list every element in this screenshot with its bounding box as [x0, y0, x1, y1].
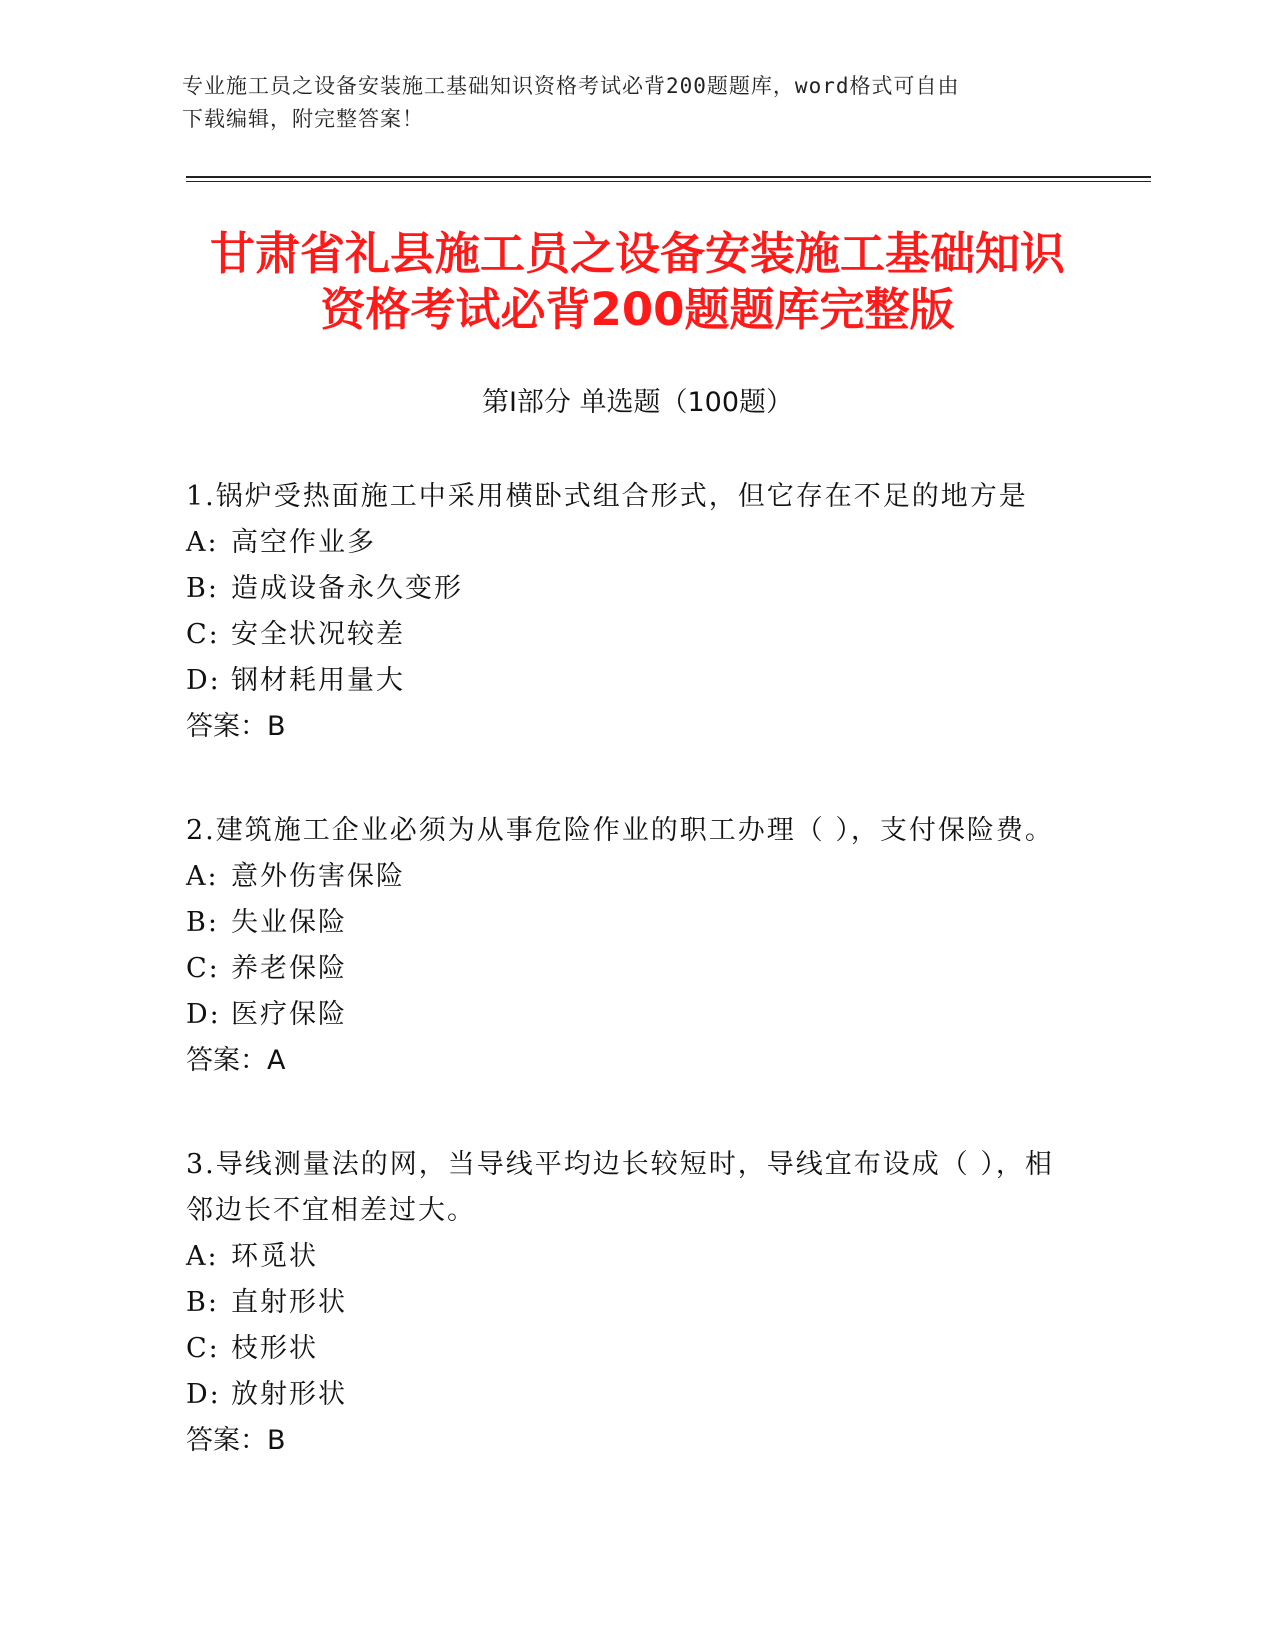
question-stem: 1.锅炉受热面施工中采用横卧式组合形式，但它存在不足的地方是: [186, 481, 1028, 512]
option-text: 枝形状: [231, 1333, 318, 1364]
option-label: C:: [186, 619, 220, 650]
option-text: 直射形状: [231, 1287, 347, 1318]
option-text: 环觅状: [231, 1241, 318, 1272]
option-c: [186, 946, 1086, 992]
option-label: B:: [186, 1287, 219, 1318]
option-label: A:: [186, 861, 219, 892]
document-title: [120, 226, 1155, 338]
option-label: D:: [186, 999, 221, 1030]
option-label: C:: [186, 953, 220, 984]
question-item: [186, 808, 1086, 1084]
answer-line: 答案：A: [186, 1045, 286, 1076]
question-stem-continuation: 邻边长不宜相差过大。: [186, 1195, 476, 1226]
option-a: [186, 520, 1086, 566]
header-note-line-2: 下载编辑，附完整答案！: [182, 107, 424, 131]
option-label: A:: [186, 527, 219, 558]
option-b: [186, 566, 1086, 612]
header-divider-thick: [186, 176, 1151, 178]
answer-line: 答案：B: [186, 711, 286, 742]
option-label: D:: [186, 1379, 221, 1410]
option-d: [186, 658, 1086, 704]
option-label: C:: [186, 1333, 220, 1364]
header-note: [182, 70, 1082, 136]
option-text: 造成设备永久变形: [231, 573, 463, 604]
option-label: D:: [186, 665, 221, 696]
option-text: 放射形状: [231, 1379, 347, 1410]
option-c: [186, 612, 1086, 658]
option-a: [186, 1234, 1086, 1280]
question-item: [186, 1142, 1086, 1464]
option-text: 钢材耗用量大: [231, 665, 405, 696]
option-d: [186, 1372, 1086, 1418]
option-text: 失业保险: [231, 907, 347, 938]
question-item: [186, 474, 1086, 750]
document-title-line-1: 甘肃省礼县施工员之设备安装施工基础知识: [209, 227, 1065, 280]
option-label: B:: [186, 907, 219, 938]
option-a: [186, 854, 1086, 900]
question-list: [186, 474, 1086, 1522]
option-text: 安全状况较差: [231, 619, 405, 650]
answer-line: 答案：B: [186, 1425, 286, 1456]
option-text: 意外伤害保险: [231, 861, 405, 892]
header-note-line-1: 专业施工员之设备安装施工基础知识资格考试必背200题题库，word格式可自由: [182, 74, 960, 98]
option-text: 医疗保险: [231, 999, 347, 1030]
question-stem: 3.导线测量法的网，当导线平均边长较短时，导线宜布设成（ ），相: [186, 1149, 1054, 1180]
option-label: A:: [186, 1241, 219, 1272]
option-b: [186, 900, 1086, 946]
section-heading: 第Ⅰ部分 单选题（100题）: [481, 387, 794, 418]
option-text: 养老保险: [231, 953, 347, 984]
option-label: B:: [186, 573, 219, 604]
option-text: 高空作业多: [231, 527, 376, 558]
document-title-line-2: 资格考试必背200题题库完整版: [320, 283, 955, 336]
question-stem: 2.建筑施工企业必须为从事危险作业的职工办理（ ），支付保险费。: [186, 815, 1054, 846]
option-c: [186, 1326, 1086, 1372]
option-b: [186, 1280, 1086, 1326]
option-d: [186, 992, 1086, 1038]
header-divider-thin: [186, 181, 1151, 182]
